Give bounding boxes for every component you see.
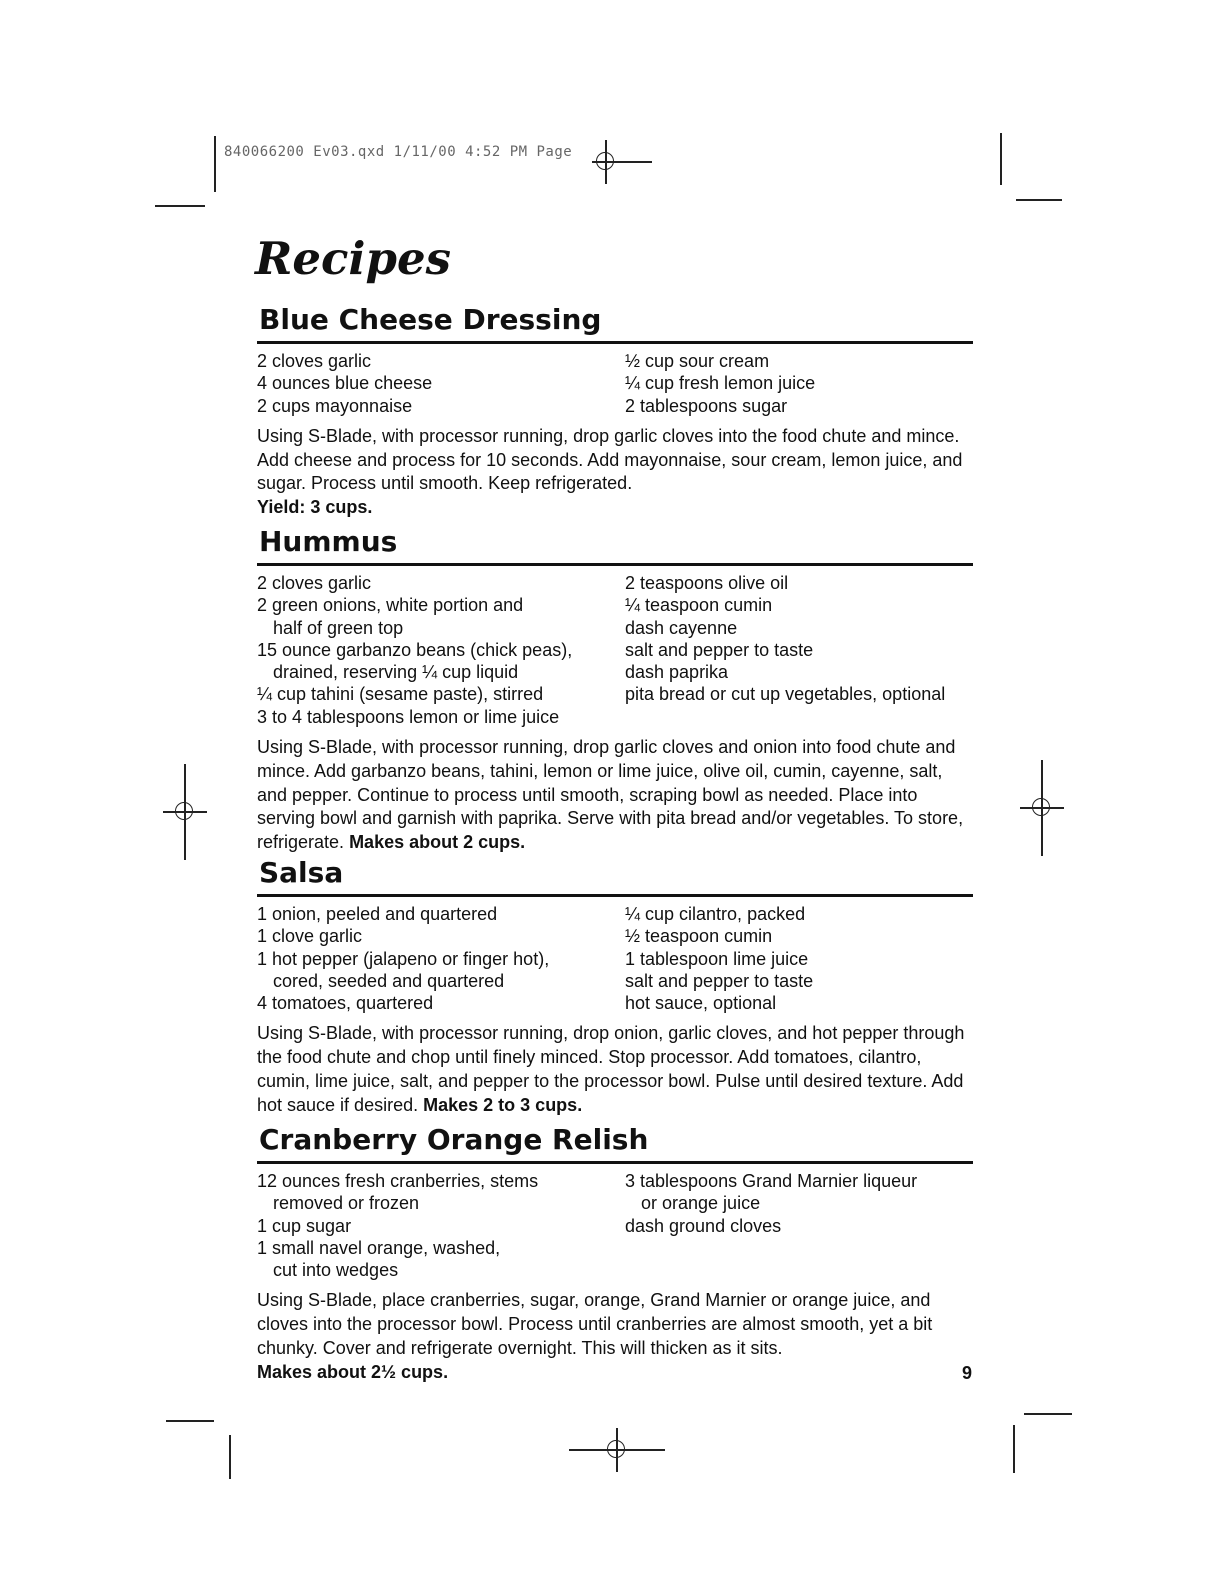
ingredient-item [257, 594, 625, 639]
recipe-salsa [257, 855, 973, 1118]
ingredient-item [257, 1215, 625, 1237]
ingredient-line: ¼ cup fresh lemon juice [625, 373, 816, 394]
ingredient-line: ¼ cup cilantro, packed [625, 904, 806, 924]
crop-mark [1013, 1425, 1015, 1473]
ingredient-item [625, 903, 973, 925]
ingredient-item [257, 1237, 625, 1282]
ingredient-line: 3 to 4 tablespoons lemon or lime juice [257, 706, 560, 727]
method-text: Using S-Blade, with processor running, drop garlic cloves into the food chute and mince. Add cheese and process for 10 seconds. Add mayonnaise, sour cream, lemon juice, and sugar. Process until smooth. Keep refrigerated. [257, 425, 963, 494]
ingredient-item [625, 1170, 973, 1215]
ingredient-line: 1 onion, peeled and quartered [257, 904, 498, 924]
ingredient-line: ½ cup sour cream [625, 351, 770, 371]
recipe-blue-cheese-dressing [257, 302, 973, 520]
ingredient-item [625, 970, 973, 992]
method-text: Using S-Blade, with processor running, drop onion, garlic cloves, and hot pepper through the food chute and chop until finely minced. Stop processor. Add tomatoes, cilantro, cumin, lime juice, salt, and pepper to the processor bowl. Pulse until desired texture. Add hot sauce if desired. [257, 1023, 965, 1115]
page-number: 9 [962, 1363, 973, 1383]
ingredient-line: 2 cups mayonnaise [257, 395, 413, 416]
registration-mark-icon [595, 1428, 639, 1472]
recipe-method [257, 1289, 973, 1384]
ingredient-item [257, 350, 625, 372]
file-slug: 840066200 Ev03.qxd 1/11/00 4:52 PM Page [224, 144, 573, 160]
recipe-title: Cranberry Orange Relish [257, 1122, 973, 1164]
ingredient-item [257, 992, 625, 1014]
crop-mark [214, 136, 216, 192]
ingredients-right-column [625, 1170, 973, 1281]
ingredient-line: 2 cloves garlic [257, 573, 372, 593]
crop-mark [1024, 1413, 1072, 1415]
page-title: Recipes [255, 232, 451, 285]
ingredient-item [625, 639, 973, 661]
ingredient-item [625, 617, 973, 639]
ingredient-item [625, 1215, 973, 1237]
registration-mark-icon [584, 140, 628, 184]
ingredient-item [625, 594, 973, 616]
ingredient-line: 1 clove garlic [257, 926, 363, 947]
ingredients-right-column [625, 350, 973, 417]
ingredient-line: ½ teaspoon cumin [625, 926, 773, 947]
ingredient-line: pita bread or cut up vegetables, optional [625, 684, 946, 705]
recipe-title: Blue Cheese Dressing [257, 302, 973, 344]
ingredient-line: cored, seeded and quartered [273, 970, 505, 991]
ingredient-list [257, 1170, 973, 1281]
ingredient-line: drained, reserving ¼ cup liquid [273, 662, 519, 683]
ingredient-line: ¼ teaspoon cumin [625, 595, 773, 616]
ingredient-line: dash ground cloves [625, 1215, 782, 1236]
ingredient-line: salt and pepper to taste [625, 970, 814, 991]
crop-mark [229, 1435, 231, 1479]
ingredient-item [257, 395, 625, 417]
ingredient-line: 1 cup sugar [257, 1215, 352, 1236]
ingredient-line: 4 ounces blue cheese [257, 373, 433, 394]
ingredient-line: dash paprika [625, 662, 729, 683]
ingredient-line: or orange juice [641, 1193, 761, 1214]
ingredient-item [257, 706, 625, 728]
ingredients-left-column [257, 1170, 625, 1281]
method-text: Using S-Blade, with processor running, drop garlic cloves and onion into food chute and mince. Add garbanzo beans, tahini, lemon or lime juice, olive oil, cumin, cayenne, salt, and pepper. Continue to process until smooth, scraping bowl as needed. Place into serving bowl and garnish with paprika. Serve with pita bread and/or vegetables. To store, refrigerate. [257, 737, 964, 853]
method-text: Using S-Blade, place cranberries, sugar, orange, Grand Marnier or orange juice, and cloves into the processor bowl. Process until cranberries are almost smooth, yet a bit chunky. Cover and refrigerate overnight. This will thicken as it sits. [257, 1290, 933, 1359]
recipe-yield: Makes about 2 cups. [349, 832, 526, 853]
recipe-cranberry-orange-relish [257, 1122, 973, 1385]
ingredient-list [257, 350, 973, 417]
ingredient-line: 1 hot pepper (jalapeno or finger hot), [257, 948, 550, 969]
ingredient-line: salt and pepper to taste [625, 639, 814, 660]
ingredient-item [257, 925, 625, 947]
ingredient-line: 15 ounce garbanzo beans (chick peas), [257, 639, 573, 660]
ingredient-item [257, 903, 625, 925]
ingredient-item [625, 572, 973, 594]
crop-mark [1016, 199, 1062, 201]
ingredient-line: 2 green onions, white portion and [257, 595, 524, 616]
ingredient-item [625, 372, 973, 394]
ingredient-item [625, 395, 973, 417]
ingredient-line: 2 teaspoons olive oil [625, 573, 789, 593]
ingredient-item [625, 925, 973, 947]
recipe-method [257, 736, 973, 855]
recipe-yield: Yield: 3 cups. [257, 497, 373, 518]
crop-mark [155, 205, 205, 207]
registration-mark-icon [163, 790, 207, 834]
ingredients-right-column [625, 903, 973, 1014]
ingredients-left-column [257, 350, 625, 417]
ingredient-item [257, 948, 625, 993]
recipe-yield: Makes 2 to 3 cups. [423, 1094, 583, 1115]
crop-mark [166, 1420, 214, 1422]
ingredient-item [625, 948, 973, 970]
ingredient-line: hot sauce, optional [625, 993, 777, 1014]
recipe-yield: Makes about 2½ cups. [257, 1361, 449, 1382]
ingredient-item [257, 639, 625, 684]
ingredient-item [257, 372, 625, 394]
recipe-hummus [257, 524, 973, 855]
registration-mark-icon [1020, 786, 1064, 830]
ingredient-line: removed or frozen [273, 1193, 420, 1214]
ingredient-item [625, 350, 973, 372]
recipe-method [257, 425, 973, 520]
ingredient-item [257, 1170, 625, 1215]
ingredient-list [257, 903, 973, 1014]
ingredients-right-column [625, 572, 973, 728]
ingredient-line: 4 tomatoes, quartered [257, 993, 434, 1014]
recipe-title: Hummus [257, 524, 973, 566]
ingredient-line: 3 tablespoons Grand Marnier liqueur [625, 1171, 918, 1191]
ingredient-line: half of green top [273, 617, 404, 638]
ingredients-left-column [257, 903, 625, 1014]
ingredient-item [257, 572, 625, 594]
ingredient-list [257, 572, 973, 728]
ingredient-item [257, 683, 625, 705]
recipe-title: Salsa [257, 855, 973, 897]
ingredient-line: ¼ cup tahini (sesame paste), stirred [257, 684, 544, 705]
ingredient-line: dash cayenne [625, 617, 738, 638]
ingredients-left-column [257, 572, 625, 728]
ingredient-line: 2 tablespoons sugar [625, 395, 788, 416]
ingredient-line: cut into wedges [273, 1260, 399, 1281]
ingredient-item [625, 661, 973, 683]
crop-mark [1000, 133, 1002, 185]
ingredient-line: 2 cloves garlic [257, 351, 372, 371]
ingredient-item [625, 683, 973, 705]
recipe-method [257, 1022, 973, 1117]
ingredient-line: 1 small navel orange, washed, [257, 1237, 501, 1258]
ingredient-item [625, 992, 973, 1014]
ingredient-line: 12 ounces fresh cranberries, stems [257, 1171, 539, 1191]
ingredient-line: 1 tablespoon lime juice [625, 948, 809, 969]
